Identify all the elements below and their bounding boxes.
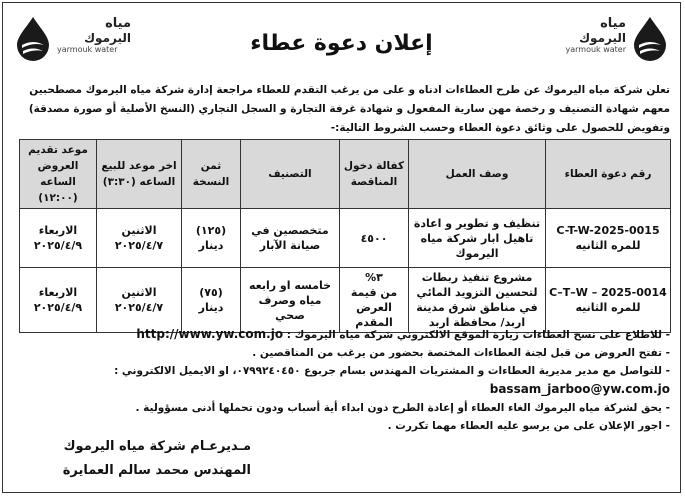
- logo-english-name: yarmouk water: [57, 45, 118, 54]
- logo-arabic-line2: اليرموك: [579, 31, 626, 45]
- copy-price: (١٢٥) دينار: [182, 209, 241, 268]
- sale-deadline-cell: [97, 209, 182, 268]
- note-contact: - للتواصل مع مدير مديرية العطاءات و المشتريات المهندس بسام جربوع ٠٧٩٩٢٤٠٤٥٠، او الايميل الالكتروني :: [114, 365, 670, 377]
- table-row: [20, 209, 671, 268]
- entry-bond: ٤٥٠٠: [340, 209, 409, 268]
- note-website: [10, 325, 670, 344]
- signature-name: المهندس محمد سالم العمايرة: [62, 463, 251, 478]
- entry-bond-cell: [340, 268, 409, 333]
- tender-round: للمره الثانيه: [575, 239, 641, 252]
- sale-deadline-cell: [97, 268, 182, 333]
- sale-date: ٢٠٢٥/٤/٧: [114, 301, 164, 314]
- note-cancellation: - يحق لشركة مياه اليرموك الغاء العطاء أو إعادة الطرح دون ابداء أية أسباب ودون تحملها أدنى مسؤولية .: [135, 402, 670, 414]
- classification: خامسه او رابعه مياه وصرف صحي: [241, 268, 340, 333]
- contact-email-link[interactable]: bassam_jarboo@yw.com.jo: [489, 382, 670, 396]
- tender-number: C-T-W-2025-0015: [556, 224, 660, 237]
- tender-number-cell: [546, 209, 671, 268]
- copy-price: (٧٥) دينار: [182, 268, 241, 333]
- signature-block: [21, 435, 251, 483]
- sale-date: ٢٠٢٥/٤/٧: [114, 239, 164, 252]
- table-header-row: [20, 140, 671, 209]
- logo-english-name: yarmouk water: [565, 45, 626, 54]
- website-link[interactable]: http://www.yw.com.jo: [136, 327, 284, 341]
- tender-round: للمره الثانيه: [575, 301, 641, 314]
- logo-arabic-line1: مياه: [105, 16, 131, 31]
- submission-date-cell: [20, 268, 97, 333]
- submission-date: ٢٠٢٥/٤/٩: [33, 301, 83, 314]
- sale-day: الاثنين: [121, 224, 157, 237]
- header-tender-number: رقم دعوة العطاء: [546, 140, 671, 209]
- header-classification: التصنيف: [241, 140, 340, 209]
- sale-day: الاثنين: [121, 286, 157, 299]
- note-ad-fees: - اجور الإعلان على من يرسو عليه العطاء مهما تكررت .: [387, 420, 670, 432]
- signature-title: مـديرعـام شركة مياه اليرموك: [63, 439, 251, 454]
- note-opening: - تفتح العروض من قبل لجنة العطاءات المختصة بحضور من يرغب من المناقصين .: [252, 347, 670, 359]
- tender-number-cell: [546, 268, 671, 333]
- header-submission-date: موعد تقديم العروض الساعه (١٢:٠٠): [20, 140, 97, 209]
- classification: متخصصين في صيانة الآبار: [241, 209, 340, 268]
- entry-bond-note: من قيمة العرض المقدم: [350, 286, 398, 329]
- note-website-text: - للاطلاع على نسخ العطاءات زيارة الموقع الالكتروني شركة مياه اليرموك :: [286, 329, 670, 341]
- header-copy-price: ثمن النسخة: [182, 140, 241, 209]
- tender-table: [19, 139, 671, 333]
- tender-number: C–T–W – 2025-0014: [549, 286, 667, 299]
- submission-day: الاربعاء: [38, 286, 78, 299]
- entry-bond: ٣%: [365, 271, 383, 284]
- header-work-description: وصف العمل: [409, 140, 546, 209]
- note-email-line: [10, 380, 670, 399]
- header-entry-bond: كفالة دخول المناقصة: [340, 140, 409, 209]
- advertisement-page: [2, 2, 681, 493]
- notes-list: [10, 325, 670, 435]
- intro-paragraph: تعلن شركة مياه اليرموك عن طرح العطاءات ادناه و على من يرغب التقدم للعطاء مراجعة إدارة شركة مياه اليرموك مصطحبين معهم شهادة التصنيف و رخصة مهن سارية المفعول و شهادة غرفة التجارة و السجل التجاري (النسخ الأصلية أو صورة مصدقة) وتفويض للحصول على وثائق دعوة العطاء وحسب الشروط التالية:-: [28, 84, 670, 134]
- submission-date: ٢٠٢٥/٤/٩: [33, 239, 83, 252]
- logo-arabic-line1: مياه: [600, 16, 626, 31]
- page-title: إعلان دعوة عطاء: [250, 31, 433, 56]
- submission-date-cell: [20, 209, 97, 268]
- work-description: تنظيف و تطوير و اعادة تاهيل ابار شركة مياه اليرموك: [409, 209, 546, 268]
- work-description: مشروع تنفيذ ربطات لتحسين التزويد المائي في مناطق شرق مدينة اربد/ محافظة اربد: [409, 268, 546, 333]
- logo-arabic-line2: اليرموك: [84, 31, 131, 45]
- table-row: [20, 268, 671, 333]
- header-sale-deadline: اخر موعد للبيع الساعه (٣:٣٠): [97, 140, 182, 209]
- submission-day: الاربعاء: [38, 224, 78, 237]
